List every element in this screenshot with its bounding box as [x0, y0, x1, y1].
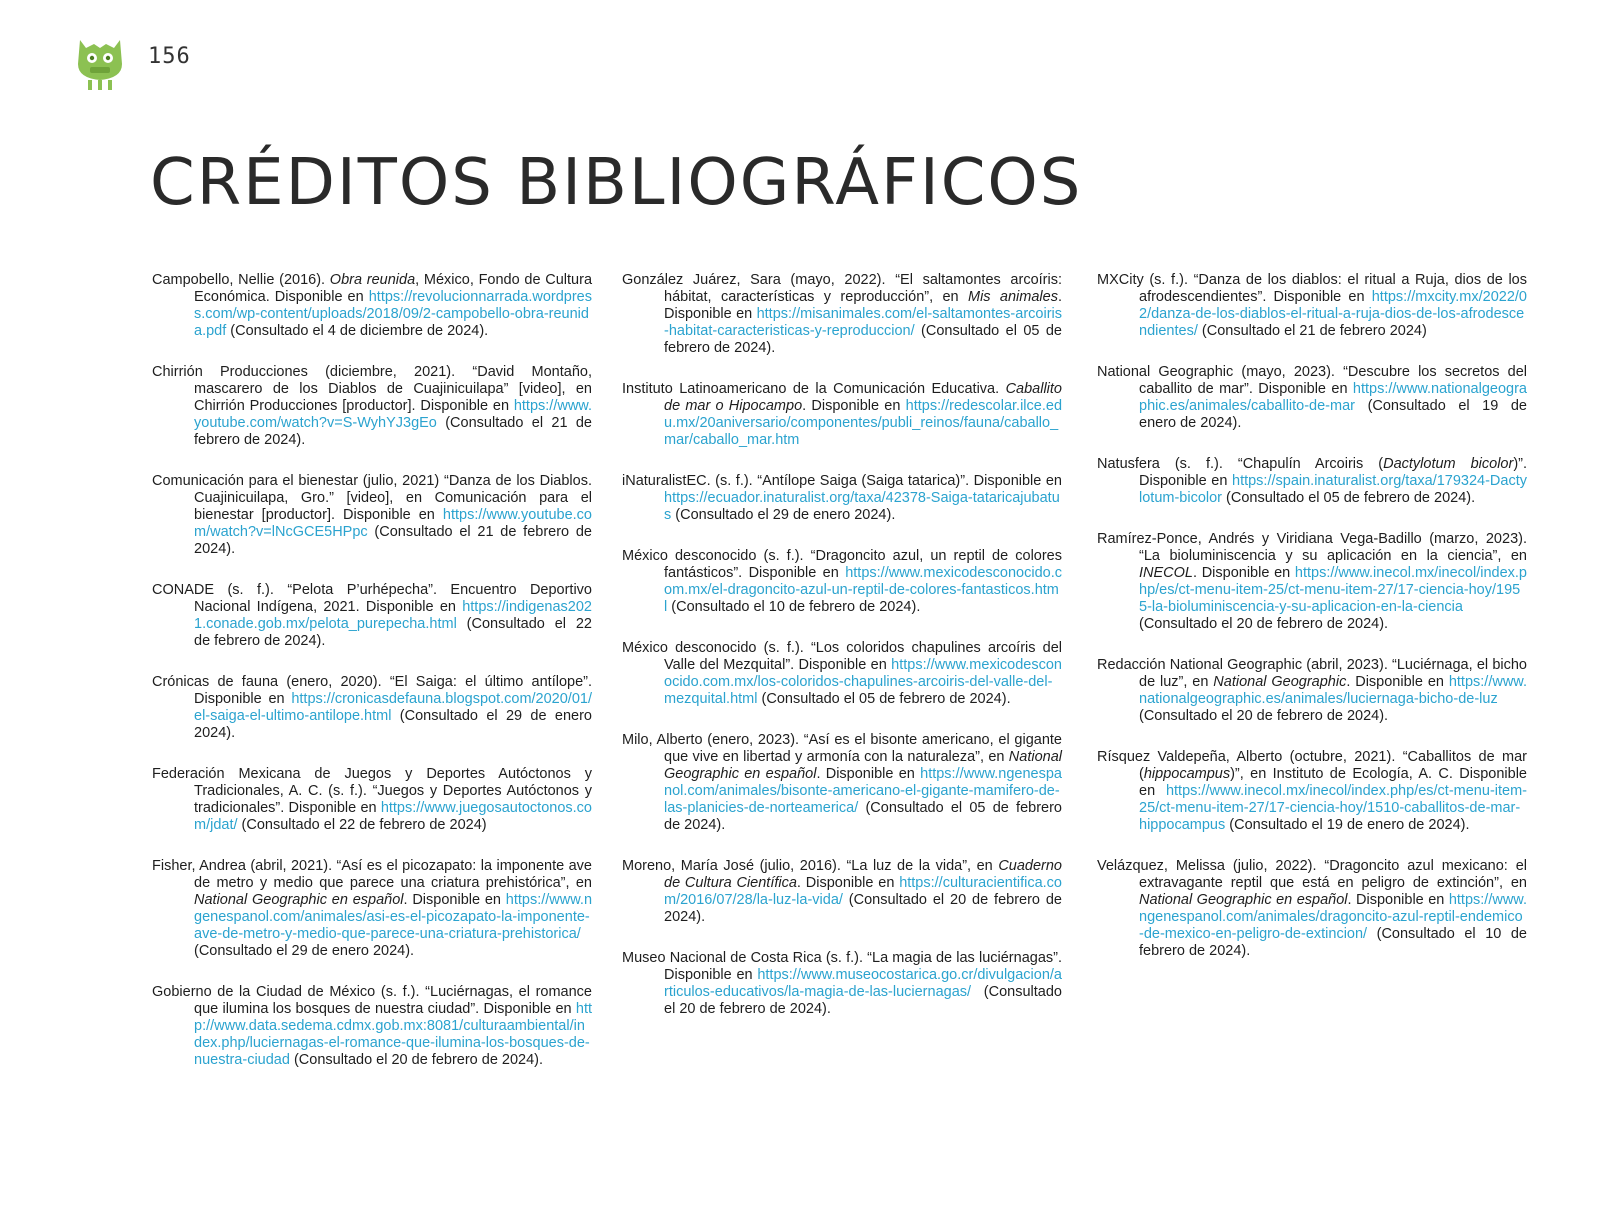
- bibliography-entry: [152, 473, 592, 558]
- entry-note: (Consultado el 05 de febrero de 2024).: [1222, 490, 1476, 506]
- entry-link[interactable]: https://indigenas2021.conade.gob.mx/pelota_purepecha.html: [194, 599, 592, 632]
- bibliography-entry: [152, 766, 592, 834]
- entry-text: Comunicación para el bienestar (julio, 2021) “Danza de los Diablos. Cuajinicuilapa, Gro.” [video], en Comunicación para el bienestar [productor]. Disponible en: [152, 473, 592, 523]
- bibliography-entry: [152, 272, 592, 340]
- entry-link[interactable]: https://www.juegosautoctonos.com/jdat/: [194, 800, 592, 833]
- entry-link[interactable]: https://www.inecol.mx/inecol/index.php/es/ct-menu-item-25/ct-menu-item-27/17-ciencia-hoy/1510-caballitos-de-mar-hippocampus: [1139, 783, 1527, 833]
- entry-note: (Consultado el 20 de febrero de 2024).: [664, 892, 1062, 925]
- entry-note: (Consultado el 20 de febrero de 2024).: [1139, 616, 1389, 632]
- entry-link[interactable]: http://www.data.sedema.cdmx.gob.mx:8081/culturaambiental/index.php/luciernagas-el-romance-que-ilumina-los-bosques-de-nuestra-ciudad: [194, 1001, 592, 1068]
- entry-link[interactable]: https://culturacientifica.com/2016/07/28/la-luz-la-vida/: [664, 875, 1062, 908]
- bibliography-entry: [1097, 531, 1527, 633]
- bibliography-entry: [622, 473, 1062, 524]
- bibliography-entry: [622, 272, 1062, 357]
- bibliography-entry: [152, 858, 592, 960]
- entry-note: (Consultado el 29 de enero 2024).: [194, 943, 415, 959]
- entry-italic-title: Dactylotum bicolor: [1383, 456, 1514, 472]
- entry-link[interactable]: https://misanimales.com/el-saltamontes-arcoiris-habitat-caracteristicas-y-reproduccion/: [664, 306, 1062, 339]
- entry-link[interactable]: https://redescolar.ilce.edu.mx/20aniversario/componentes/publi_reinos/fauna/caballo_mar/caballo_mar.htm: [664, 398, 1063, 448]
- bibliography-entry: [1097, 272, 1527, 340]
- entry-text: Chirrión Producciones (diciembre, 2021). “David Montaño, mascarero de los Diablos de Cuajinicuilapa” [video], en Chirrión Producciones [productor]. Disponible en: [152, 364, 592, 414]
- entry-italic-title: National Geographic en español: [1139, 892, 1348, 908]
- page-title: CRÉDITOS BIBLIOGRÁFICOS: [150, 146, 1083, 220]
- entry-text: Federación Mexicana de Juegos y Deportes Autóctonos y Tradicionales, A. C. (s. f.). “Juegos y Deportes Autóctonos y tradicionales”. Disponible en: [152, 766, 592, 816]
- entry-link[interactable]: https://www.youtube.com/watch?v=lNcGCE5HPpc: [194, 507, 592, 540]
- entry-link[interactable]: https://www.ngenespanol.com/animales/asi-es-el-picozapato-la-imponente-ave-de-metro-y-medio-que-parece-una-criatura-prehistorica/: [194, 892, 593, 942]
- entry-text: Instituto Latinoamericano de la Comunicación Educativa.: [622, 381, 1006, 397]
- bibliography-entry: [1097, 858, 1527, 960]
- entry-text: . Disponible en: [796, 875, 900, 891]
- bibliography-column-3: [1097, 272, 1527, 984]
- bibliography-entry: [1097, 364, 1527, 432]
- bibliography-entry: [1097, 749, 1527, 834]
- entry-text: iNaturalistEC. (s. f.). “Antílope Saiga (Saiga tatarica)”. Disponible en: [622, 473, 1062, 489]
- entry-italic-title: Obra reunida: [329, 272, 416, 288]
- entry-text: , México, Fondo de Cultura Económica. Disponible en: [194, 272, 593, 305]
- bibliography-entry: [152, 364, 592, 449]
- entry-text: Natusfera (s. f.). “Chapulín Arcoiris (: [1097, 456, 1384, 472]
- entry-text: Moreno, María José (julio, 2016). “La luz de la vida”, en: [622, 858, 999, 874]
- entry-italic-title: National Geographic en español: [664, 749, 1062, 782]
- entry-text: González Juárez, Sara (mayo, 2022). “El saltamontes arcoíris: hábitat, características y reproducción”, en: [622, 272, 1062, 305]
- entry-italic-title: Mis animales: [968, 289, 1058, 305]
- entry-text: Redacción National Geographic (abril, 2023). “Luciérnaga, el bicho de luz”, en: [1097, 657, 1527, 690]
- entry-link[interactable]: https://www.nationalgeographic.es/animales/caballito-de-mar: [1139, 381, 1527, 414]
- entry-link[interactable]: https://www.museocostarica.go.cr/divulgacion/articulos-educativos/la-magia-de-las-luciernagas/: [664, 967, 1062, 1000]
- entry-note: (Consultado el 20 de febrero de 2024).: [1139, 708, 1389, 724]
- entry-italic-title: National Geographic en español: [194, 892, 404, 908]
- entry-link[interactable]: https://www.inecol.mx/inecol/index.php/es/ct-menu-item-25/ct-menu-item-27/17-ciencia-hoy/1955-la-bioluminiscencia-y-su-aplicacion-en-la-ciencia: [1139, 565, 1527, 615]
- entry-text: Campobello, Nellie (2016).: [152, 272, 330, 288]
- entry-text: . Disponible en: [816, 766, 921, 782]
- entry-link[interactable]: https://ecuador.inaturalist.org/taxa/42378-Saiga-tataricajubatus: [664, 490, 1060, 523]
- entry-italic-title: Cuaderno de Cultura Científica: [664, 858, 1062, 891]
- entry-italic-title: INECOL: [1139, 565, 1193, 581]
- entry-link[interactable]: https://www.ngenespanol.com/animales/bisonte-americano-el-gigante-mamifero-de-las-planicies-de-norteamerica/: [664, 766, 1062, 816]
- entry-note: (Consultado el 4 de diciembre de 2024).: [226, 323, 489, 339]
- entry-text: México desconocido (s. f.). “Dragoncito azul, un reptil de colores fantásticos”. Disponible en: [622, 548, 1062, 581]
- entry-link[interactable]: https://revolucionnarrada.wordpress.com/wp-content/uploads/2018/09/2-campobello-obra-reunida.pdf: [194, 289, 592, 339]
- bibliography-entry: [622, 950, 1062, 1018]
- entry-note: (Consultado el 19 de enero de 2024).: [1225, 817, 1470, 833]
- entry-note: (Consultado el 22 de febrero de 2024): [237, 817, 487, 833]
- bibliography-entry: [152, 582, 592, 650]
- entry-text: . Disponible en: [1346, 674, 1449, 690]
- entry-italic-title: hippocampus: [1143, 766, 1231, 782]
- entry-italic-title: Caballito de mar o Hipocampo: [664, 381, 1062, 414]
- entry-text: National Geographic (mayo, 2023). “Descubre los secretos del caballito de mar”. Disponible en: [1097, 364, 1527, 397]
- bibliography-entry: [622, 381, 1062, 449]
- entry-note: (Consultado el 10 de febrero de 2024).: [667, 599, 921, 615]
- entry-text: . Disponible en: [802, 398, 906, 414]
- entry-note: (Consultado el 20 de febrero de 2024).: [289, 1052, 544, 1068]
- entry-note: (Consultado el 05 de febrero de 2024).: [664, 323, 1062, 356]
- entry-text: . Disponible en: [1347, 892, 1449, 908]
- entry-note: (Consultado el 10 de febrero de 2024).: [1139, 926, 1527, 959]
- entry-note: (Consultado el 20 de febrero de 2024).: [664, 984, 1062, 1017]
- entry-text: MXCity (s. f.). “Danza de los diablos: el ritual a Ruja, dios de los afrodescendientes”. Disponible en: [1097, 272, 1527, 305]
- entry-link[interactable]: https://www.mexicodesconocido.com.mx/el-dragoncito-azul-un-reptil-de-colores-fantasticos.html: [664, 565, 1062, 615]
- bibliography-entry: [622, 640, 1062, 708]
- entry-note: (Consultado el 05 de febrero de 2024).: [664, 800, 1062, 833]
- bibliography-column-2: [622, 272, 1062, 1042]
- entry-text: . Disponible en: [664, 289, 1062, 322]
- entry-text: . Disponible en: [403, 892, 506, 908]
- entry-note: (Consultado el 05 de febrero de 2024).: [757, 691, 1011, 707]
- entry-text: Crónicas de fauna (enero, 2020). “El Saiga: el último antílope”. Disponible en: [152, 674, 592, 707]
- entry-note: (Consultado el 22 de febrero de 2024).: [194, 616, 592, 649]
- bibliography-entry: [1097, 456, 1527, 507]
- page-number: 156: [148, 44, 191, 69]
- entry-link[interactable]: https://mxcity.mx/2022/02/danza-de-los-diablos-el-ritual-a-ruja-dios-de-los-afrodescendientes/: [1139, 289, 1527, 339]
- entry-link[interactable]: https://cronicasdefauna.blogspot.com/2020/01/el-saiga-el-ultimo-antilope.html: [194, 691, 592, 724]
- entry-link[interactable]: https://www.youtube.com/watch?v=S-WyhYJ3gEo: [194, 398, 592, 431]
- entry-link[interactable]: https://www.nationalgeographic.es/animales/luciernaga-bicho-de-luz: [1139, 674, 1527, 707]
- entry-text: Museo Nacional de Costa Rica (s. f.). “La magia de las luciérnagas”. Disponible en: [622, 950, 1062, 983]
- entry-link[interactable]: https://spain.inaturalist.org/taxa/179324-Dactylotum-bicolor: [1139, 473, 1527, 506]
- entry-text: . Disponible en: [1193, 565, 1295, 581]
- entry-italic-title: National Geographic: [1213, 674, 1347, 690]
- entry-link[interactable]: https://www.mexicodesconocido.com.mx/los-coloridos-chapulines-arcoiris-del-valle-del-mezquital.html: [664, 657, 1062, 707]
- entry-text: Velázquez, Melissa (julio, 2022). “Dragoncito azul mexicano: el extravagante reptil que está en peligro de extinción”, en: [1097, 858, 1527, 891]
- entry-text: México desconocido (s. f.). “Los coloridos chapulines arcoíris del Valle del Mezquital”. Disponible en: [622, 640, 1062, 673]
- entry-note: (Consultado el 29 de enero 2024).: [194, 708, 592, 741]
- entry-text: )”. Disponible en: [1139, 456, 1528, 489]
- bibliography-entry: [152, 674, 592, 742]
- entry-text: Fisher, Andrea (abril, 2021). “Así es el picozapato: la imponente ave de metro y medio que parece una criatura prehistórica”, en: [152, 858, 592, 891]
- entry-text: Gobierno de la Ciudad de México (s. f.). “Luciérnagas, el romance que ilumina los bosques de nuestra ciudad”. Disponible en: [152, 984, 592, 1017]
- bibliography-entry: [622, 858, 1062, 926]
- entry-note: (Consultado el 19 de enero de 2024).: [1139, 398, 1527, 431]
- entry-note: (Consultado el 21 de febrero de 2024).: [194, 524, 592, 557]
- entry-link[interactable]: https://www.ngenespanol.com/animales/dragoncito-azul-reptil-endemico-de-mexico-en-peligro-de-extincion/: [1139, 892, 1528, 942]
- entry-note: (Consultado el 29 de enero 2024).: [671, 507, 896, 523]
- entry-text: )”, en Instituto de Ecología, A. C. Disponible en: [1139, 766, 1527, 799]
- entry-text: Milo, Alberto (enero, 2023). “Así es el bisonte americano, el gigante que vive en libertad y armonía con la naturaleza”, en: [622, 732, 1062, 765]
- bibliography-entry: [1097, 657, 1527, 725]
- mascot-logo-icon: [72, 34, 128, 92]
- bibliography-entry: [622, 732, 1062, 834]
- bibliography-entry: [622, 548, 1062, 616]
- entry-note: (Consultado el 21 de febrero 2024): [1197, 323, 1427, 339]
- bibliography-entry: [152, 984, 592, 1069]
- entry-text: CONADE (s. f.). “Pelota P’urhépecha”. Encuentro Deportivo Nacional Indígena, 2021. Disponible en: [152, 582, 592, 615]
- bibliography-column-1: [152, 272, 592, 1093]
- entry-text: Ramírez-Ponce, Andrés y Viridiana Vega-Badillo (marzo, 2023). “La bioluminiscencia y su aplicación en la ciencia”, en: [1097, 531, 1527, 564]
- entry-note: (Consultado el 21 de febrero de 2024).: [194, 415, 592, 448]
- entry-text: Rísquez Valdepeña, Alberto (octubre, 2021). “Caballitos de mar (: [1097, 749, 1527, 782]
